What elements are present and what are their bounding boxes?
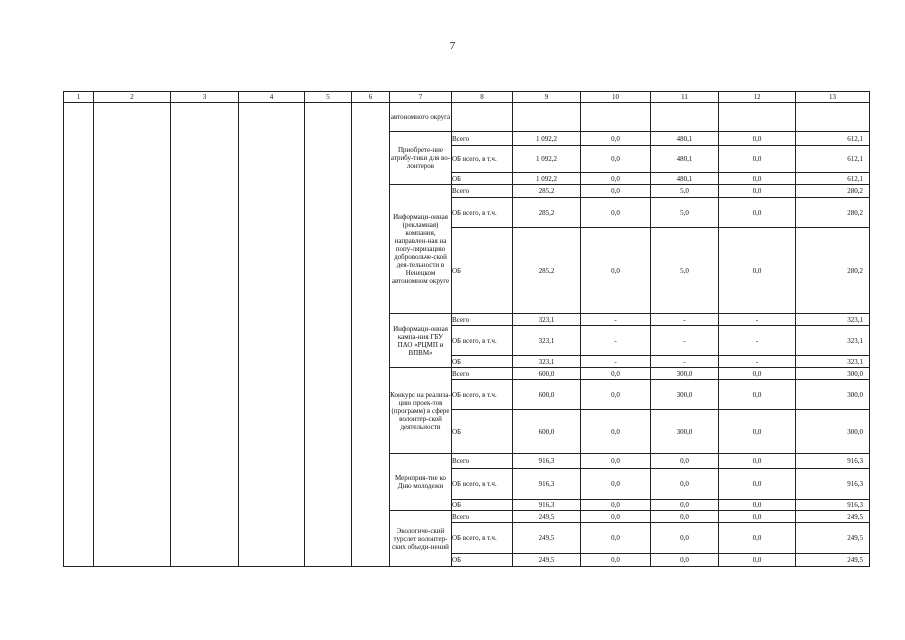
- header-cell-6: 6: [352, 92, 390, 103]
- value-cell-col-9: 285,2: [513, 198, 581, 228]
- value-cell-col-10: 0,0: [581, 523, 651, 554]
- value-cell-col-10: 0,0: [581, 228, 651, 314]
- budget-table: [63, 91, 870, 567]
- header-row: [64, 92, 870, 103]
- funding-source: ОБ всего, в т.ч.: [452, 198, 513, 228]
- value-cell-col-12: 0,0: [719, 198, 796, 228]
- value-cell-col-12: 0,0: [719, 454, 796, 469]
- value-cell-col-13: 612,1: [796, 173, 870, 185]
- value-cell-col-10: 0,0: [581, 469, 651, 500]
- header-cell-11: 11: [651, 92, 719, 103]
- continued-item-name: автономного округа: [390, 103, 452, 132]
- value-cell-col-13: 323,1: [796, 356, 870, 368]
- value-cell-col-9: 323,1: [513, 356, 581, 368]
- value-cell-col-12: 0,0: [719, 173, 796, 185]
- value-cell-col-13: 280,2: [796, 185, 870, 198]
- blank-cell: [796, 103, 870, 132]
- value-cell-col-11: -: [651, 326, 719, 356]
- value-cell-col-11: 480,1: [651, 146, 719, 173]
- header-cell-3: 3: [171, 92, 239, 103]
- blank-cell: [513, 103, 581, 132]
- activity-name: Экологиче-ский турслет волонтер-ских объеди-нений: [390, 511, 452, 567]
- funding-source: ОБ: [452, 228, 513, 314]
- value-cell-col-9: 1 092,2: [513, 146, 581, 173]
- value-cell-col-11: -: [651, 314, 719, 326]
- funding-source: ОБ всего, в т.ч.: [452, 380, 513, 410]
- value-cell-col-11: 5,0: [651, 228, 719, 314]
- value-cell-col-9: 916,3: [513, 454, 581, 469]
- blank-column-3: [171, 103, 239, 567]
- value-cell-col-10: 0,0: [581, 554, 651, 567]
- value-cell-col-9: 323,1: [513, 326, 581, 356]
- value-cell-col-10: 0,0: [581, 410, 651, 454]
- value-cell-col-11: 0,0: [651, 511, 719, 523]
- header-cell-1: 1: [64, 92, 94, 103]
- value-cell-col-9: 1 092,2: [513, 132, 581, 146]
- header-cell-5: 5: [305, 92, 352, 103]
- blank-column-1: [64, 103, 94, 567]
- value-cell-col-10: 0,0: [581, 500, 651, 511]
- header-cell-12: 12: [719, 92, 796, 103]
- value-cell-col-9: 285,2: [513, 185, 581, 198]
- value-cell-col-9: 600,0: [513, 368, 581, 380]
- value-cell-col-13: 249,5: [796, 554, 870, 567]
- value-cell-col-12: -: [719, 356, 796, 368]
- value-cell-col-9: 323,1: [513, 314, 581, 326]
- value-cell-col-11: 480,1: [651, 132, 719, 146]
- value-cell-col-13: 249,5: [796, 511, 870, 523]
- activity-name: Конкурс на реализа-цию проек-тов (программ) в сфере волонтер-ской деятельности: [390, 368, 452, 454]
- value-cell-col-10: -: [581, 356, 651, 368]
- value-cell-col-13: 916,3: [796, 469, 870, 500]
- funding-source: Всего: [452, 368, 513, 380]
- value-cell-col-13: 249,5: [796, 523, 870, 554]
- funding-source: ОБ всего, в т.ч.: [452, 146, 513, 173]
- value-cell-col-10: -: [581, 314, 651, 326]
- value-cell-col-11: 0,0: [651, 554, 719, 567]
- value-cell-col-10: 0,0: [581, 198, 651, 228]
- value-cell-col-9: 285,2: [513, 228, 581, 314]
- value-cell-col-12: 0,0: [719, 554, 796, 567]
- value-cell-col-9: 916,3: [513, 469, 581, 500]
- activity-name: Информаци-онная (рекламная) компания, направлен-ная на попу-ляризацию добровольче-ской дея-тельности в Ненецком автономном округе: [390, 185, 452, 314]
- header-cell-4: 4: [239, 92, 305, 103]
- header-cell-10: 10: [581, 92, 651, 103]
- funding-source: Всего: [452, 454, 513, 469]
- header-cell-7: 7: [390, 92, 452, 103]
- value-cell-col-9: 249,5: [513, 523, 581, 554]
- value-cell-col-12: 0,0: [719, 523, 796, 554]
- value-cell-col-12: 0,0: [719, 132, 796, 146]
- value-cell-col-10: 0,0: [581, 511, 651, 523]
- value-cell-col-11: 480,1: [651, 173, 719, 185]
- value-cell-col-12: 0,0: [719, 410, 796, 454]
- funding-source: ОБ всего, в т.ч.: [452, 326, 513, 356]
- blank-column-6: [352, 103, 390, 567]
- funding-source: ОБ: [452, 356, 513, 368]
- value-cell-col-11: 0,0: [651, 469, 719, 500]
- blank-column-2: [94, 103, 171, 567]
- funding-source: ОБ: [452, 500, 513, 511]
- blank-cell: [719, 103, 796, 132]
- page-number: 7: [449, 40, 456, 52]
- funding-source: Всего: [452, 314, 513, 326]
- value-cell-col-9: 600,0: [513, 380, 581, 410]
- funding-source: ОБ: [452, 173, 513, 185]
- value-cell-col-12: 0,0: [719, 146, 796, 173]
- value-cell-col-10: -: [581, 326, 651, 356]
- activity-name: Информаци-онная кампа-ния ГБУ ПАО «РЦМП и ВПВМ»: [390, 314, 452, 368]
- value-cell-col-11: 5,0: [651, 185, 719, 198]
- value-cell-col-12: 0,0: [719, 228, 796, 314]
- value-cell-col-13: 300,0: [796, 368, 870, 380]
- value-cell-col-11: 0,0: [651, 523, 719, 554]
- funding-source: Всего: [452, 185, 513, 198]
- value-cell-col-11: 0,0: [651, 500, 719, 511]
- value-cell-col-10: 0,0: [581, 132, 651, 146]
- funding-source: ОБ: [452, 410, 513, 454]
- value-cell-col-13: 323,1: [796, 326, 870, 356]
- value-cell-col-13: 612,1: [796, 146, 870, 173]
- header-cell-9: 9: [513, 92, 581, 103]
- value-cell-col-13: 916,3: [796, 500, 870, 511]
- value-cell-col-12: -: [719, 326, 796, 356]
- activity-name: Приобрете-ние атрибу-тики для во-лонтеров: [390, 132, 452, 185]
- value-cell-col-10: 0,0: [581, 380, 651, 410]
- value-cell-col-13: 612,1: [796, 132, 870, 146]
- value-cell-col-10: 0,0: [581, 185, 651, 198]
- value-cell-col-9: 249,5: [513, 511, 581, 523]
- header-cell-13: 13: [796, 92, 870, 103]
- value-cell-col-9: 600,0: [513, 410, 581, 454]
- value-cell-col-11: 300,0: [651, 410, 719, 454]
- value-cell-col-11: -: [651, 356, 719, 368]
- funding-source: ОБ всего, в т.ч.: [452, 523, 513, 554]
- activity-name: Мероприя-тие ко Дню молодежи: [390, 454, 452, 511]
- value-cell-col-13: 280,2: [796, 198, 870, 228]
- value-cell-col-10: 0,0: [581, 454, 651, 469]
- value-cell-col-11: 300,0: [651, 380, 719, 410]
- value-cell-col-9: 916,3: [513, 500, 581, 511]
- value-cell-col-11: 0,0: [651, 454, 719, 469]
- blank-column-5: [305, 103, 352, 567]
- value-cell-col-10: 0,0: [581, 173, 651, 185]
- value-cell-col-9: 249,5: [513, 554, 581, 567]
- value-cell-col-10: 0,0: [581, 368, 651, 380]
- value-cell-col-11: 5,0: [651, 198, 719, 228]
- funding-source: ОБ всего, в т.ч.: [452, 469, 513, 500]
- value-cell-col-13: 916,3: [796, 454, 870, 469]
- value-cell-col-9: 1 092,2: [513, 173, 581, 185]
- blank-cell: [651, 103, 719, 132]
- value-cell-col-12: -: [719, 314, 796, 326]
- value-cell-col-13: 280,2: [796, 228, 870, 314]
- header-cell-8: 8: [452, 92, 513, 103]
- value-cell-col-12: 0,0: [719, 469, 796, 500]
- value-cell-col-12: 0,0: [719, 511, 796, 523]
- blank-column-4: [239, 103, 305, 567]
- value-cell-col-13: 300,0: [796, 410, 870, 454]
- funding-source: Всего: [452, 132, 513, 146]
- funding-source: Всего: [452, 511, 513, 523]
- value-cell-col-12: 0,0: [719, 368, 796, 380]
- continuation-row: [64, 103, 870, 132]
- value-cell-col-12: 0,0: [719, 185, 796, 198]
- value-cell-col-10: 0,0: [581, 146, 651, 173]
- value-cell-col-13: 300,0: [796, 380, 870, 410]
- value-cell-col-12: 0,0: [719, 500, 796, 511]
- blank-cell: [581, 103, 651, 132]
- value-cell-col-13: 323,1: [796, 314, 870, 326]
- funding-source: ОБ: [452, 554, 513, 567]
- header-cell-2: 2: [94, 92, 171, 103]
- value-cell-col-11: 300,0: [651, 368, 719, 380]
- blank-cell: [452, 103, 513, 132]
- value-cell-col-12: 0,0: [719, 380, 796, 410]
